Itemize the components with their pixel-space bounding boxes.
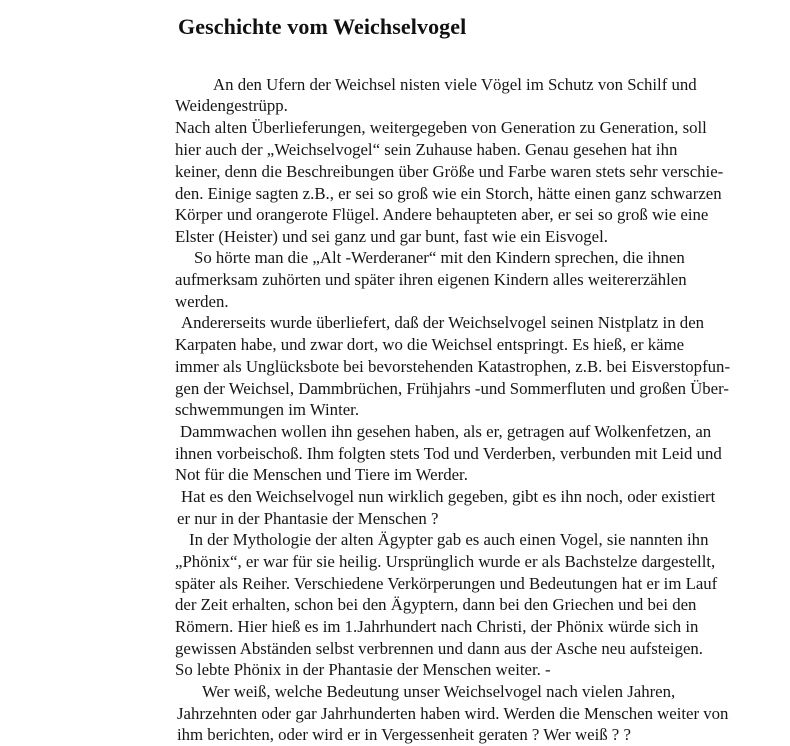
- text-line: werden.: [175, 292, 229, 311]
- text-line: aufmerksam zuhörten und später ihren eigenen Kindern alles weitererzählen: [175, 270, 687, 289]
- text-line: Not für die Menschen und Tiere im Werder.: [175, 465, 468, 484]
- text-line: Weidengestrüpp.: [175, 96, 288, 115]
- text-line: hier auch der „Weichselvogel“ sein Zuhause haben. Genau gesehen hat ihn: [175, 140, 678, 159]
- text-line: keiner, denn die Beschreibungen über Größe und Farbe waren stets sehr verschie-: [175, 162, 724, 181]
- text-line: Nach alten Überlieferungen, weitergegeben von Generation zu Generation, soll: [175, 118, 707, 137]
- text-line: gewissen Abständen selbst verbrennen und dann aus der Asche neu aufsteigen.: [175, 639, 704, 658]
- document-title: Geschichte vom Weichselvogel: [178, 14, 467, 39]
- text-line: Körper und orangerote Flügel. Andere behaupteten aber, er sei so groß wie eine: [175, 205, 709, 224]
- text-line: An den Ufern der Weichsel nisten viele Vögel im Schutz von Schilf und: [213, 75, 697, 94]
- text-line: Andererseits wurde überliefert, daß der Weichselvogel seinen Nistplatz in den: [181, 313, 705, 332]
- text-line: So lebte Phönix in der Phantasie der Menschen weiter. -: [175, 660, 551, 679]
- text-line: der Zeit erhalten, schon bei den Ägyptern, dann bei den Griechen und bei den: [175, 595, 697, 614]
- text-line: Karpaten habe, und zwar dort, wo die Weichsel entspringt. Es hieß, er käme: [175, 335, 685, 354]
- text-line: So hörte man die „Alt -Werderaner“ mit den Kindern sprechen, die ihnen: [194, 248, 685, 267]
- text-line: den. Einige sagten z.B., er sei so groß wie ein Storch, hätte einen ganz schwarzen: [175, 184, 722, 203]
- text-line: immer als Unglücksbote bei bevorstehenden Katastrophen, z.B. bei Eisverstopfun-: [175, 357, 731, 376]
- text-line: später als Reiher. Verschiedene Verkörperungen und Bedeutungen hat er im Lauf: [175, 574, 718, 593]
- text-line: er nur in der Phantasie der Menschen ?: [177, 509, 439, 528]
- text-line: gen der Weichsel, Dammbrüchen, Frühjahrs -und Sommerfluten und großen Über-: [175, 379, 729, 398]
- text-line: In der Mythologie der alten Ägypter gab es auch einen Vogel, sie nannten ihn: [189, 530, 709, 549]
- text-line: ihnen vorbeischoß. Ihm folgten stets Tod und Verderben, verbunden mit Leid und: [175, 444, 722, 463]
- text-line: Dammwachen wollen ihn gesehen haben, als er, getragen auf Wolkenfetzen, an: [180, 422, 712, 441]
- text-line: ihm berichten, oder wird er in Vergessenheit geraten ? Wer weiß ? ?: [177, 725, 631, 744]
- text-line: Römern. Hier hieß es im 1.Jahrhundert nach Christi, der Phönix würde sich in: [175, 617, 699, 636]
- text-line: Wer weiß, welche Bedeutung unser Weichselvogel nach vielen Jahren,: [202, 682, 676, 701]
- text-line: schwemmungen im Winter.: [175, 400, 360, 419]
- text-line: „Phönix“, er war für sie heilig. Ursprünglich wurde er als Bachstelze dargestellt,: [175, 552, 716, 571]
- text-line: Elster (Heister) und sei ganz und gar bunt, fast wie ein Eisvogel.: [175, 227, 608, 246]
- text-line: Jahrzehnten oder gar Jahrhunderten haben wird. Werden die Menschen weiter von: [177, 704, 729, 723]
- text-line: Hat es den Weichselvogel nun wirklich gegeben, gibt es ihn noch, oder existiert: [181, 487, 716, 506]
